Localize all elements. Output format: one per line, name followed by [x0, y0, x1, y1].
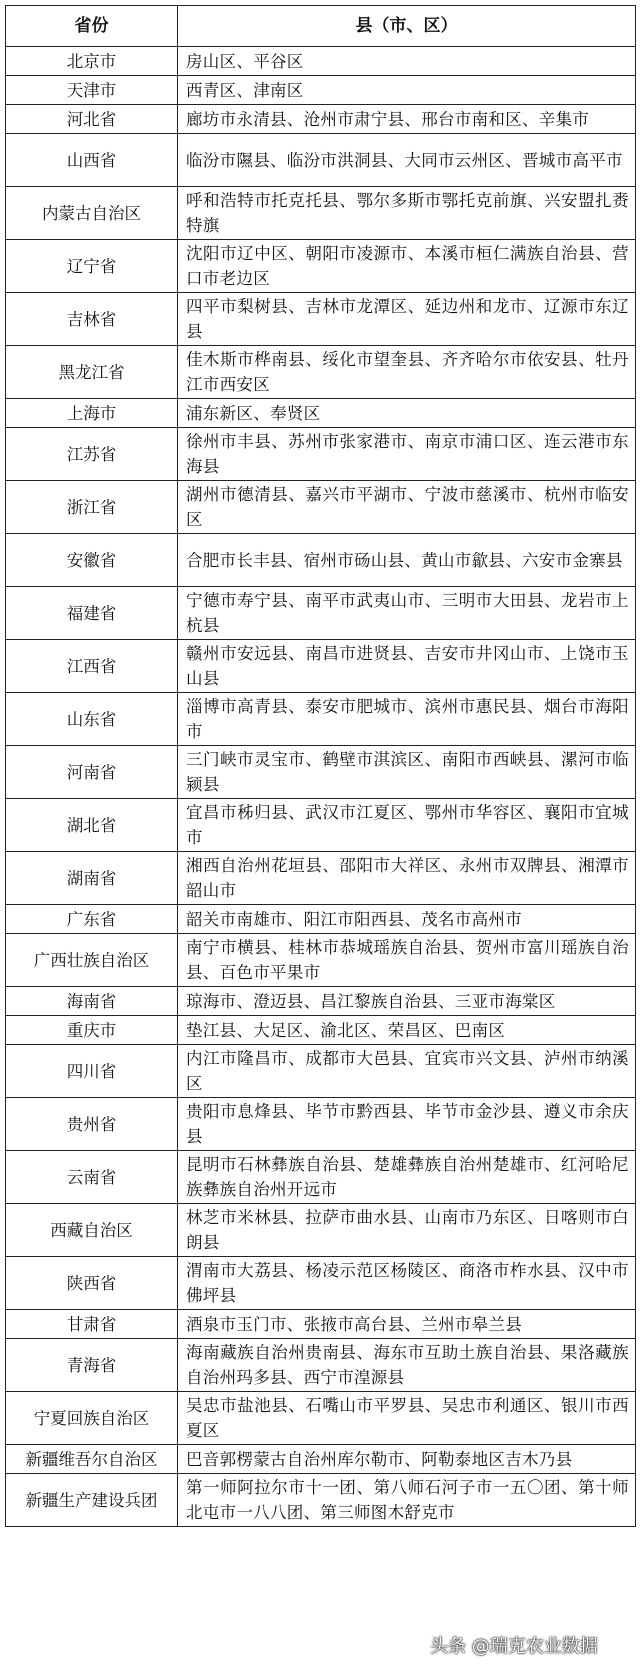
province-cell: 江西省	[6, 640, 178, 693]
province-cell: 天津市	[6, 76, 178, 105]
table-row	[6, 852, 636, 905]
counties-cell: 徐州市丰县、苏州市张家港市、南京市浦口区、连云港市东海县	[178, 428, 636, 481]
province-cell: 甘肃省	[6, 1310, 178, 1339]
table-row	[6, 1474, 636, 1527]
counties-cell: 海南藏族自治州贵南县、海东市互助土族自治县、果洛藏族自治州玛多县、西宁市湟源县	[178, 1339, 636, 1392]
counties-cell: 浦东新区、奉贤区	[178, 399, 636, 428]
table-header-row	[6, 6, 636, 47]
table-row	[6, 76, 636, 105]
counties-cell: 巴音郭楞蒙古自治州库尔勒市、阿勒泰地区吉木乃县	[178, 1445, 636, 1474]
province-cell: 河北省	[6, 105, 178, 134]
table-row	[6, 399, 636, 428]
province-cell: 福建省	[6, 587, 178, 640]
table-row	[6, 1151, 636, 1204]
counties-cell: 湖州市德清县、嘉兴市平湖市、宁波市慈溪市、杭州市临安区	[178, 481, 636, 534]
province-cell: 山西省	[6, 134, 178, 187]
counties-cell: 淄博市高青县、泰安市肥城市、滨州市惠民县、烟台市海阳市	[178, 693, 636, 746]
counties-cell: 昆明市石林彝族自治县、楚雄彝族自治州楚雄市、红河哈尼族彝族自治州开远市	[178, 1151, 636, 1204]
table-row	[6, 1310, 636, 1339]
header-counties: 县（市、区）	[178, 6, 636, 47]
province-cell: 安徽省	[6, 534, 178, 587]
counties-cell: 吴忠市盐池县、石嘴山市平罗县、吴忠市利通区、银川市西夏区	[178, 1392, 636, 1445]
province-cell: 云南省	[6, 1151, 178, 1204]
province-cell: 重庆市	[6, 1016, 178, 1045]
province-cell: 青海省	[6, 1339, 178, 1392]
table-row	[6, 1045, 636, 1098]
province-cell: 新疆生产建设兵团	[6, 1474, 178, 1527]
province-cell: 辽宁省	[6, 240, 178, 293]
counties-cell: 琼海市、澄迈县、昌江黎族自治县、三亚市海棠区	[178, 987, 636, 1016]
table-row	[6, 746, 636, 799]
table-row	[6, 1204, 636, 1257]
counties-cell: 宜昌市秭归县、武汉市江夏区、鄂州市华容区、襄阳市宜城市	[178, 799, 636, 852]
table-row	[6, 987, 636, 1016]
province-cell: 陕西省	[6, 1257, 178, 1310]
counties-cell: 佳木斯市桦南县、绥化市望奎县、齐齐哈尔市依安县、牡丹江市西安区	[178, 346, 636, 399]
table-row	[6, 1445, 636, 1474]
province-cell: 四川省	[6, 1045, 178, 1098]
table-row	[6, 1339, 636, 1392]
province-cell: 吉林省	[6, 293, 178, 346]
counties-cell: 内江市隆昌市、成都市大邑县、宜宾市兴文县、泸州市纳溪区	[178, 1045, 636, 1098]
counties-cell: 韶关市南雄市、阳江市阳西县、茂名市高州市	[178, 905, 636, 934]
table-row	[6, 428, 636, 481]
counties-cell: 宁德市寿宁县、南平市武夷山市、三明市大田县、龙岩市上杭县	[178, 587, 636, 640]
counties-cell: 赣州市安远县、南昌市进贤县、吉安市井冈山市、上饶市玉山县	[178, 640, 636, 693]
province-cell: 山东省	[6, 693, 178, 746]
province-cell: 浙江省	[6, 481, 178, 534]
table-row	[6, 905, 636, 934]
province-cell: 海南省	[6, 987, 178, 1016]
counties-cell: 第一师阿拉尔市十一团、第八师石河子市一五〇团、第十师北屯市一八八团、第三师图木舒克市	[178, 1474, 636, 1527]
counties-cell: 房山区、平谷区	[178, 47, 636, 76]
table-row	[6, 799, 636, 852]
counties-cell: 渭南市大荔县、杨凌示范区杨陵区、商洛市柞水县、汉中市佛坪县	[178, 1257, 636, 1310]
table-row	[6, 105, 636, 134]
province-cell: 江苏省	[6, 428, 178, 481]
counties-cell: 贵阳市息烽县、毕节市黔西县、毕节市金沙县、遵义市余庆县	[178, 1098, 636, 1151]
counties-cell: 沈阳市辽中区、朝阳市凌源市、本溪市桓仁满族自治县、营口市老边区	[178, 240, 636, 293]
counties-cell: 林芝市米林县、拉萨市曲水县、山南市乃东区、日喀则市白朗县	[178, 1204, 636, 1257]
table-body	[6, 47, 636, 1527]
table-row	[6, 293, 636, 346]
province-cell: 贵州省	[6, 1098, 178, 1151]
province-cell: 新疆维吾尔自治区	[6, 1445, 178, 1474]
counties-cell: 南宁市横县、桂林市恭城瑶族自治县、贺州市富川瑶族自治县、百色市平果市	[178, 934, 636, 987]
table-row	[6, 187, 636, 240]
province-cell: 北京市	[6, 47, 178, 76]
header-province: 省份	[6, 6, 178, 47]
province-cell: 上海市	[6, 399, 178, 428]
province-cell: 广东省	[6, 905, 178, 934]
province-cell: 宁夏回族自治区	[6, 1392, 178, 1445]
table-row	[6, 134, 636, 187]
province-cell: 西藏自治区	[6, 1204, 178, 1257]
counties-cell: 湘西自治州花垣县、邵阳市大祥区、永州市双牌县、湘潭市韶山市	[178, 852, 636, 905]
table-row	[6, 1016, 636, 1045]
counties-cell: 三门峡市灵宝市、鹤壁市淇滨区、南阳市西峡县、漯河市临颍县	[178, 746, 636, 799]
table-row	[6, 346, 636, 399]
table-row	[6, 1392, 636, 1445]
province-cell: 内蒙古自治区	[6, 187, 178, 240]
counties-cell: 酒泉市玉门市、张掖市高台县、兰州市皋兰县	[178, 1310, 636, 1339]
counties-cell: 合肥市长丰县、宿州市砀山县、黄山市歙县、六安市金寨县	[178, 534, 636, 587]
regions-table	[5, 5, 636, 1527]
table-row	[6, 1257, 636, 1310]
table-row	[6, 47, 636, 76]
province-cell: 湖北省	[6, 799, 178, 852]
province-cell: 黑龙江省	[6, 346, 178, 399]
table-row	[6, 587, 636, 640]
province-cell: 河南省	[6, 746, 178, 799]
counties-cell: 垫江县、大足区、渝北区、荣昌区、巴南区	[178, 1016, 636, 1045]
counties-cell: 临汾市隰县、临汾市洪洞县、大同市云州区、晋城市高平市	[178, 134, 636, 187]
province-cell: 广西壮族自治区	[6, 934, 178, 987]
table-row	[6, 934, 636, 987]
table-row	[6, 693, 636, 746]
table-row	[6, 1098, 636, 1151]
watermark-text: 头条 @瑞克农业数据	[430, 1636, 598, 1657]
counties-cell: 呼和浩特市托克托县、鄂尔多斯市鄂托克前旗、兴安盟扎赉特旗	[178, 187, 636, 240]
counties-cell: 西青区、津南区	[178, 76, 636, 105]
table-row	[6, 481, 636, 534]
table-row	[6, 640, 636, 693]
table-row	[6, 534, 636, 587]
province-cell: 湖南省	[6, 852, 178, 905]
counties-cell: 廊坊市永清县、沧州市肃宁县、邢台市南和区、辛集市	[178, 105, 636, 134]
counties-cell: 四平市梨树县、吉林市龙潭区、延边州和龙市、辽源市东辽县	[178, 293, 636, 346]
table-row	[6, 240, 636, 293]
